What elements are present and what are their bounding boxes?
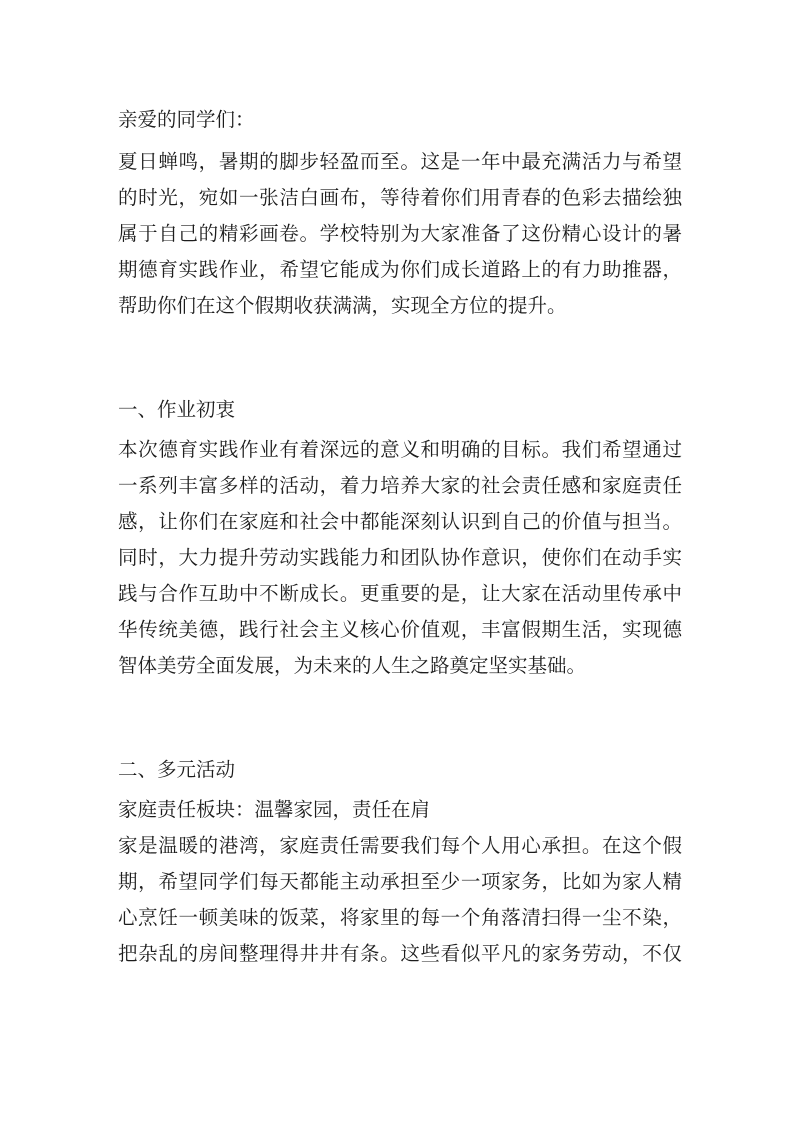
intro-line: 帮助你们在这个假期收获满满，实现全方位的提升。 [118,294,567,317]
section1-line: 智体美劳全面发展，为未来的人生之路奠定坚实基础。 [118,654,587,677]
section2-line: 家是温暖的港湾，家庭责任需要我们每个人用心承担。在这个假 [118,834,682,857]
intro-line: 的时光，宛如一张洁白画布，等待着你们用青春的色彩去描绘独 [118,186,682,209]
intro-line: 属于自己的精彩画卷。学校特别为大家准备了这份精心设计的暑 [118,222,682,245]
section1-line: 践与合作互助中不断成长。更重要的是，让大家在活动里传承中 [118,582,682,605]
section1-line: 一系列丰富多样的活动，着力培养大家的社会责任感和家庭责任 [118,474,682,497]
intro-line: 期德育实践作业，希望它能成为你们成长道路上的有力助推器， [118,258,682,281]
section2-line: 期，希望同学们每天都能主动承担至少一项家务，比如为家人精 [118,870,682,893]
section1-line: 本次德育实践作业有着深远的意义和明确的目标。我们希望通过 [118,438,682,461]
section1-line: 同时，大力提升劳动实践能力和团队协作意识，使你们在动手实 [118,546,682,569]
greeting: 亲爱的同学们： [118,108,255,131]
section1-line: 感，让你们在家庭和社会中都能深刻认识到自己的价值与担当。 [118,510,682,533]
section-subheading: 家庭责任板块：温馨家园，责任在肩 [118,798,431,821]
section-heading: 二、多元活动 [118,758,236,781]
section2-line: 心烹饪一顿美味的饭菜，将家里的每一个角落清扫得一尘不染， [118,906,682,929]
section1-line: 华传统美德，践行社会主义核心价值观，丰富假期生活，实现德 [118,618,682,641]
section-heading: 一、作业初衷 [118,398,236,421]
section2-line: 把杂乱的房间整理得井井有条。这些看似平凡的家务劳动，不仅 [118,942,682,965]
intro-line: 夏日蝉鸣，暑期的脚步轻盈而至。这是一年中最充满活力与希望 [118,150,682,173]
